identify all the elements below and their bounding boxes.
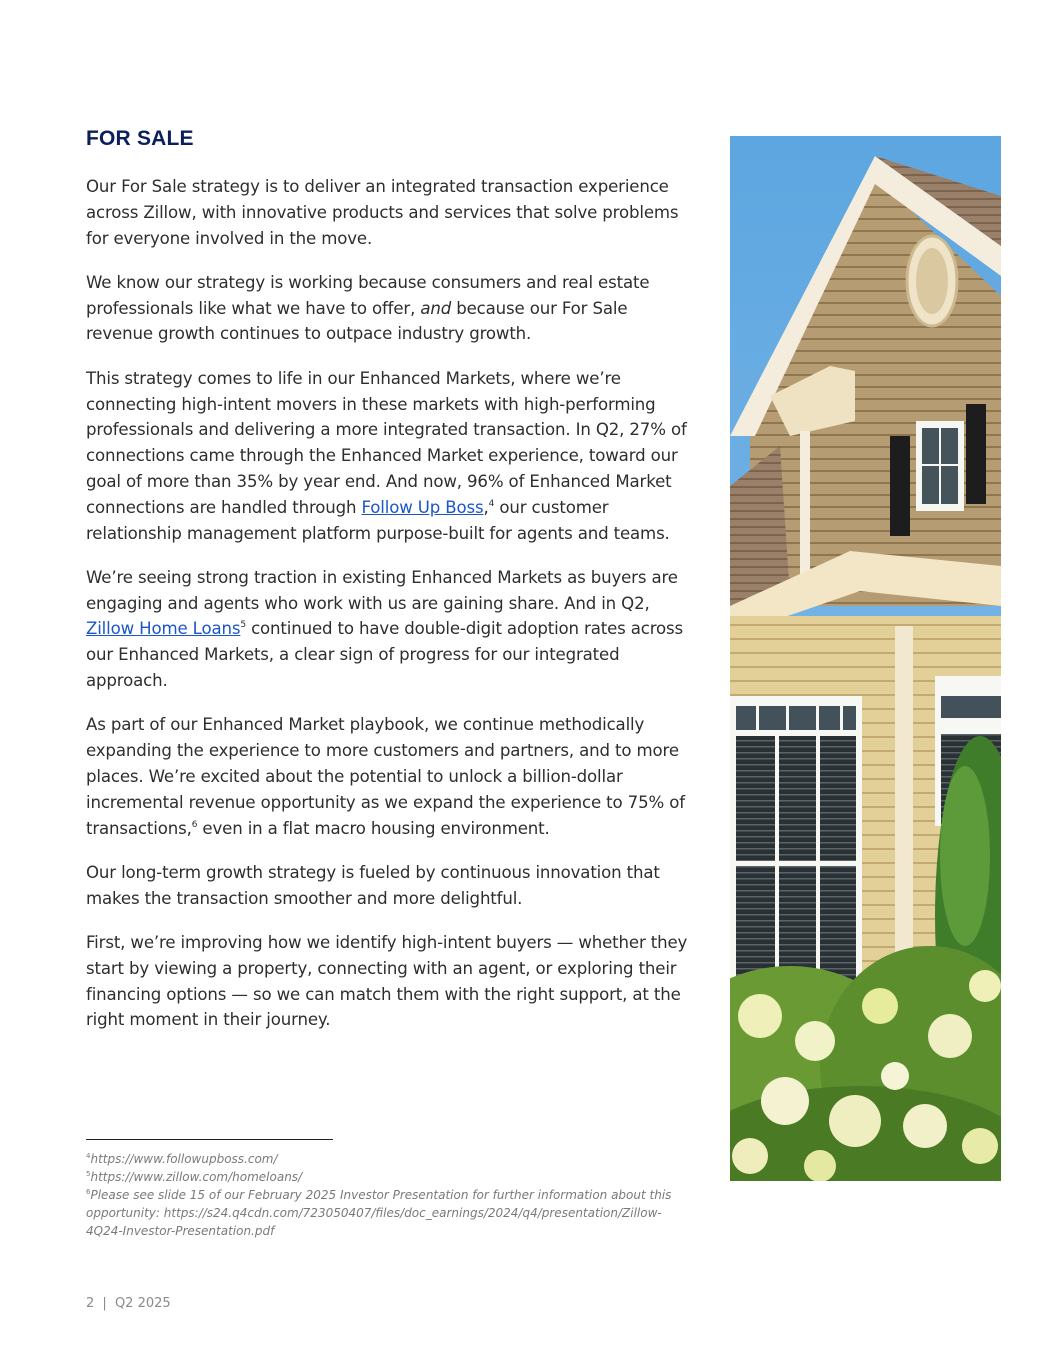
footnote-5-url[interactable]: https://www.zillow.com/homeloans/ [90,1170,303,1184]
footnote-ref-4[interactable]: 4 [488,498,495,509]
paragraph-buyers: First, we’re improving how we identify high-intent buyers — whether they start by viewing a property, connecting with an agent, or exploring their financing options — so we can match them with the right support, at the right moment in their journey. [86,932,688,1030]
paragraph-playbook: As part of our Enhanced Market playbook, we continue methodically expanding the experience to more customers and partners, and to more places. We’re excited about the potential to unlock a billion-dollar incremental revenue opportunity as we expand the experience to 75% of transactions,$^6$ even in a flat macro housing environment. [86,715,685,838]
paragraph-enhanced-markets: This strategy comes to life in our Enhanced Markets, where we’re connecting high-intent movers in these markets with high-performing professionals and delivering a more integrated transaction. In Q2, 27% of connections came through the Enhanced Market experience, toward our goal of more than 35% by year end. And now, 96% of Enhanced Market connections are handled through Follow Up Boss,$^4$ our customer relationship management platform purpose-built for agents and teams. [86,368,687,543]
follow-up-boss-link[interactable]: Follow Up Boss [361,497,484,517]
footnote-4: $^4$https://www.followupboss.com/ [86,1152,278,1166]
section-heading: FOR SALE [86,127,194,150]
zillow-home-loans-link[interactable]: Zillow Home Loans [86,619,241,639]
footnote-ref-5[interactable]: 5 [240,620,246,631]
footnote-ref-6[interactable]: 6 [191,819,198,830]
house-illustration [730,136,1001,1181]
footnotes [86,1150,686,1240]
footnote-6: $^6$Please see slide 15 of our February 2025 Investor Presentation for further information about this opportunity: https://s24.q4cdn.com/723050407/files/doc_earnings/2024/q4/presentation/Zillow-4Q24-Investor-Presentation.pdf [86,1188,672,1238]
paragraph-traction: We’re seeing strong traction in existing Enhanced Markets as buyers are engaging and agents who work with us are gaining share. And in Q2, Zillow Home Loans$^5$ continued to have double-digit adoption rates across our Enhanced Markets, a clear sign of progress for our integrated approach. [86,567,684,691]
page-number: 2 [86,1296,95,1311]
paragraph-strategy: Our For Sale strategy is to deliver an integrated transaction experience across Zillow, with innovative products and services that solve problems for everyone involved in the move. [86,177,679,248]
footnote-divider [86,1139,333,1140]
paragraph-working: We know our strategy is working because consumers and real estate professionals like what we have to offer, and because our For Sale revenue growth continues to outpace industry growth. [86,272,650,344]
report-period: Q2 2025 [114,1296,171,1311]
house-photo [730,136,1001,1181]
paragraph-growth: Our long-term growth strategy is fueled by continuous innovation that makes the transaction smoother and more delightful. [86,862,660,908]
footnote-5: $^5$https://www.zillow.com/homeloans/ [86,1170,303,1184]
footnote-6-text: Please see slide 15 of our February 2025 Investor Presentation for further information about this opportunity: https://s24.q4cdn.com/723050407/files/doc_earnings/2024/q4/presentation/Zillow-4Q24-Investor-Presentation.pdf [86,1188,672,1238]
body-text [86,174,691,1052]
emphasis-and: and [420,298,452,318]
footer-separator: | [102,1296,107,1311]
page-footer [86,1296,171,1311]
footnote-4-url[interactable]: https://www.followupboss.com/ [90,1152,278,1166]
